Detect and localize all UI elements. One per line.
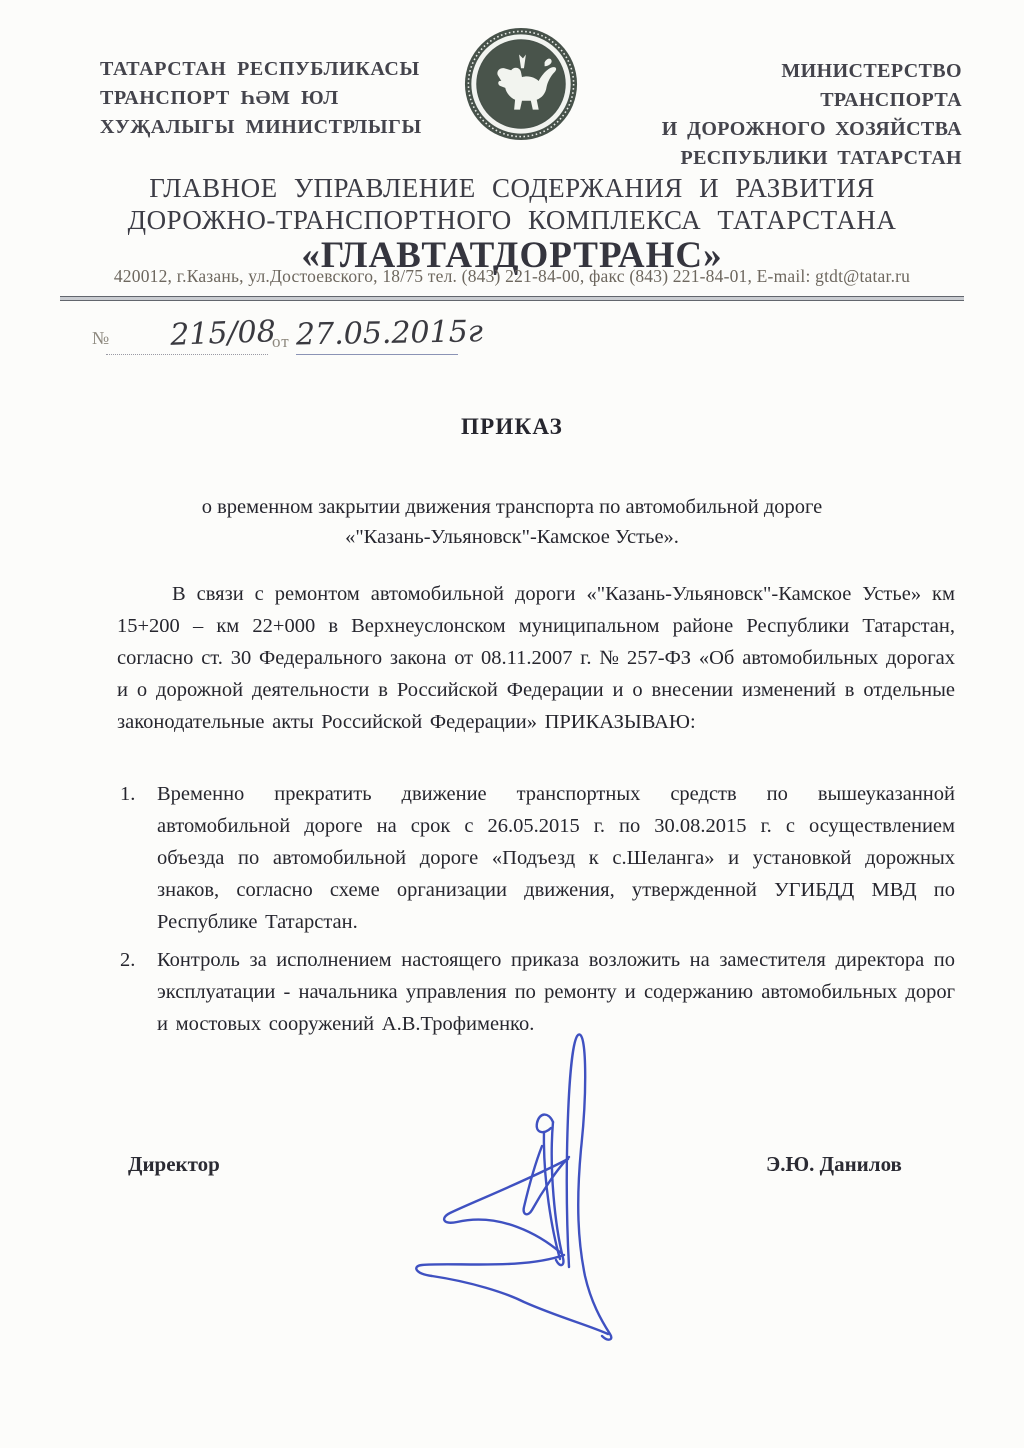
signer-position: Директор (128, 1152, 220, 1176)
letterhead-russian-title (632, 57, 962, 173)
ref-number-underline (106, 354, 268, 355)
org-title-line2: ДОРОЖНО-ТРАНСПОРТНОГО КОМПЛЕКСА ТАТАРСТАНА (127, 205, 897, 235)
org-address: 420012, г.Казань, ул.Достоевского, 18/75 тел. (843) 221-84-00, факс (843) 221-84-01, E-mail: gtdt@tatar.ru (113, 266, 911, 286)
order-item-1-text: Временно прекратить движение транспортных средств по вышеуказанной автомобильной дороге на срок с 26.05.2015 г. по 30.08.2015 г. с осуществлением объезда по автомобильной дороге «Подъезд к с.Шеланга» и установкой дорожных знаков, согласно схеме организации движения, утвержденной УГИБДД МВД по Республике Татарстан. (157, 783, 955, 933)
letterhead-russian-line3: РЕСПУБЛИКИ ТАТАРСТАН (680, 147, 962, 169)
signature-autograph-icon (372, 1024, 672, 1346)
order-item-2-text: Контроль за исполнением настоящего приказа возложить на заместителя директора по эксплуатации - начальника управления по ремонту и содержанию автомобильных дорог и мостовых сооружений А.В.Трофименко. (157, 949, 955, 1035)
letterhead-russian-line1: МИНИСТЕРСТВО ТРАНСПОРТА (781, 60, 962, 111)
order-item-2-number: 2. (120, 949, 136, 971)
ref-number-handwritten: 215/08 (169, 314, 277, 353)
letterhead-tatar-title (100, 55, 430, 142)
letterhead-divider (60, 296, 964, 301)
letterhead-tatar-line3: ХУҖАЛЫГЫ МИНИСТРЛЫГЫ (100, 116, 422, 138)
order-item-1 (120, 778, 955, 938)
letterhead-tatar-line1: ТАТАРСТАН РЕСПУБЛИКАСЫ (100, 58, 420, 80)
signer-name: Э.Ю. Данилов (766, 1152, 902, 1176)
org-short-name: «ГЛАВТАТДОРТРАНС» (301, 235, 723, 276)
order-subject-line2: «"Казань-Ульяновск"-Камское Устье». (345, 526, 679, 548)
order-intro-paragraph: В связи с ремонтом автомобильной дороги «"Казань-Ульяновск"-Камское Устье» км 15+200 – км 22+000 в Верхнеуслонском муниципальном районе Республики Татарстан, согласно ст. 30 Федерального закона от 08.11.2007 г. № 257-ФЗ «Об автомобильных дорогах и о дорожной деятельности в Российской Федерации и о внесении изменений в отдельные законодательные акты Российской Федерации» ПРИКАЗЫВАЮ: (117, 583, 955, 733)
ref-date-underline (296, 354, 458, 355)
order-title: ПРИКАЗ (461, 414, 563, 439)
ref-number-label: № (92, 328, 110, 348)
letterhead-tatar-line2: ТРАНСПОРТ ҺӘМ ЮЛ (100, 87, 339, 109)
ref-from-label: от (272, 332, 290, 351)
order-subject-line1: о временном закрытии движения транспорта по автомобильной дороге (201, 496, 823, 518)
ref-date-handwritten: 27.05.2015г (295, 314, 484, 353)
order-item-1-number: 1. (120, 783, 136, 805)
letterhead-russian-line2: И ДОРОЖНОГО ХОЗЯЙСТВА (661, 118, 962, 140)
org-title-line1: ГЛАВНОЕ УПРАВЛЕНИЕ СОДЕРЖАНИЯ И РАЗВИТИЯ (149, 173, 875, 203)
tatarstan-emblem-icon (462, 24, 580, 144)
